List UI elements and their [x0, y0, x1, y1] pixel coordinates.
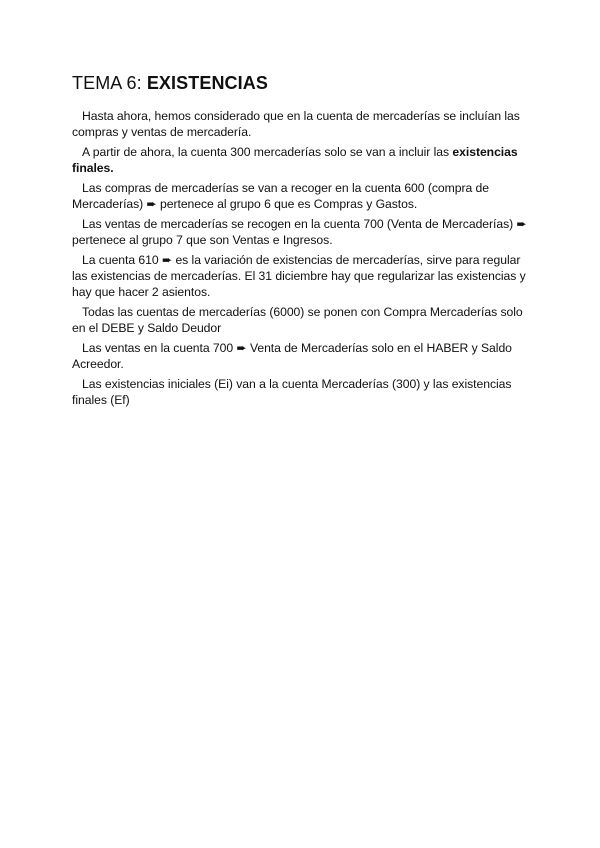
paragraph-6: Todas las cuentas de mercaderías (6000) se ponen con Compra Mercaderías solo en el DEBE y Saldo Deudor	[72, 305, 523, 335]
paragraph-5: La cuenta 610 ➨ es la variación de existencias de mercaderías, sirve para regular las existencias de mercaderías. El 31 diciembre hay que regularizar las existencias y hay que hacer 2 asientos.	[72, 253, 526, 299]
paragraph-2-bold: existencias finales.	[72, 145, 518, 175]
document-content	[72, 72, 532, 412]
page-title	[72, 72, 532, 94]
paragraph-2	[72, 144, 532, 176]
paragraph-7: Las ventas en la cuenta 700 ➨ Venta de Mercaderías solo en el HABER y Saldo Acreedor.	[72, 341, 512, 371]
title-prefix: TEMA 6:	[72, 73, 147, 93]
paragraph-4: Las ventas de mercaderías se recogen en la cuenta 700 (Venta de Mercaderías) ➨ pertenece al grupo 7 que son Ventas e Ingresos.	[72, 217, 527, 247]
title-main: EXISTENCIAS	[146, 73, 268, 93]
paragraph-1: Hasta ahora, hemos considerado que en la cuenta de mercaderías se incluían las compras y ventas de mercadería.	[72, 109, 520, 139]
paragraph-3: Las compras de mercaderías se van a recoger en la cuenta 600 (compra de Mercaderías) ➨ pertenece al grupo 6 que es Compras y Gastos.	[72, 181, 489, 211]
paragraph-2-text: A partir de ahora, la cuenta 300 mercaderías solo se van a incluir las	[82, 145, 453, 159]
paragraph-8: Las existencias iniciales (Ei) van a la cuenta Mercaderías (300) y las existencias finales (Ef)	[72, 377, 512, 407]
